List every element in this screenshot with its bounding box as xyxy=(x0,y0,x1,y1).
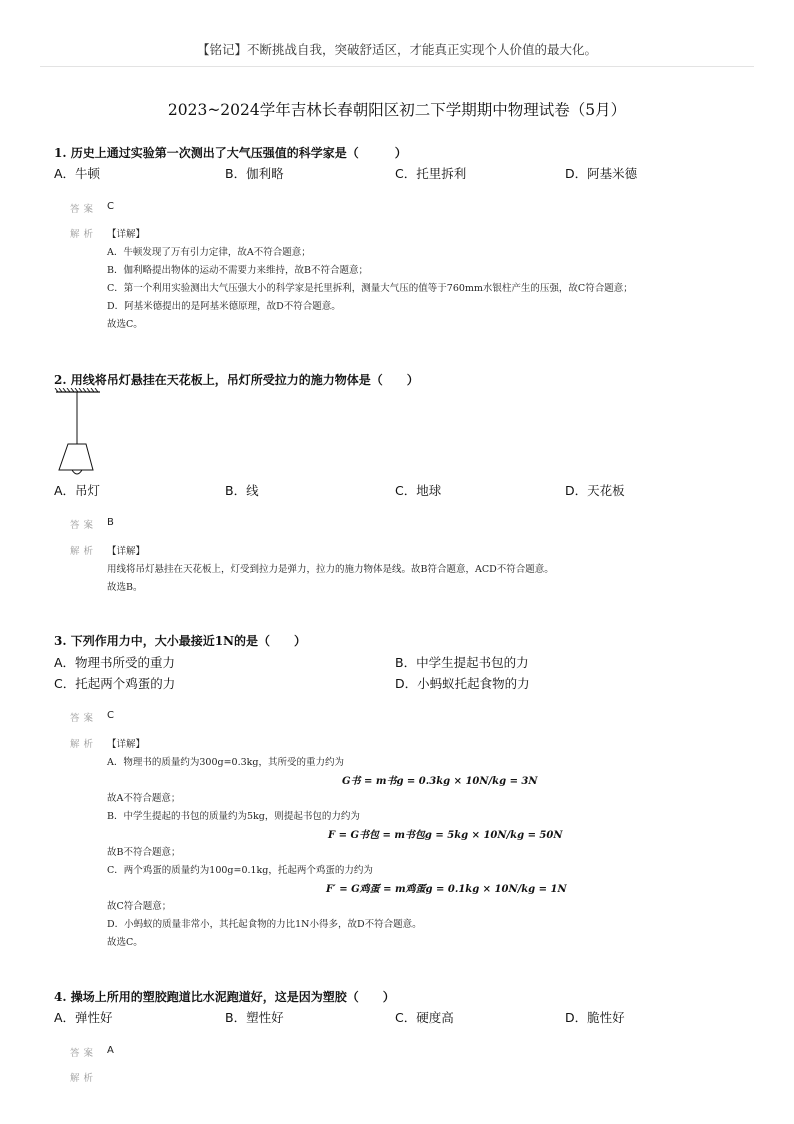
question-2-explanation-line: 用线将吊灯悬挂在天花板上，灯受到拉力是弹力，拉力的施力物体是线。故B符合题意，ACD不符合题意。 xyxy=(107,564,554,575)
question-3-option-a: A．物理书所受的重力 xyxy=(54,655,176,670)
question-3-option-b: B．中学生提起书包的力 xyxy=(395,655,529,670)
question-3-option-d: D．小蚂蚁托起食物的力 xyxy=(395,676,530,691)
question-2-option-c: C．地球 xyxy=(395,483,442,498)
question-1-explanation-line: 【详解】 xyxy=(107,229,146,240)
question-3-explanation-line: 故选C。 xyxy=(107,937,143,948)
question-1-answer: C xyxy=(107,201,114,212)
question-2-explanation-line: 故选B。 xyxy=(107,582,143,593)
question-1-option-a: A．牛顿 xyxy=(54,166,101,181)
question-3-explanation-line: 【详解】 xyxy=(107,739,146,750)
question-3-stem: 3. 下列作用力中，大小最接近1N的是（ ） xyxy=(54,634,307,648)
question-2-option-d: D．天花板 xyxy=(565,483,625,498)
question-3-explanation-line: 故B不符合题意； xyxy=(107,847,181,858)
document-title: 2023~2024学年吉林长春朝阳区初二下学期期中物理试卷（5月） xyxy=(167,101,627,119)
question-4-option-a: A．弹性好 xyxy=(54,1010,113,1025)
question-1-option-d: D．阿基米德 xyxy=(565,166,638,181)
question-3-explanation-line: 故C符合题意； xyxy=(107,901,172,912)
question-1-explanation-line: B．伽利略提出物体的运动不需要力来维持，故B不符合题意； xyxy=(107,265,368,276)
question-1-explanation-line: D．阿基米德提出的是阿基米德原理，故D不符合题意。 xyxy=(107,301,341,312)
question-2-option-b: B．线 xyxy=(225,483,259,498)
question-3-equation-gravity: G书 = m书g = 0.3kg × 10N/kg = 3N xyxy=(342,776,538,787)
question-1-answer-label: 答案 xyxy=(70,204,98,215)
question-3-option-c: C．托起两个鸡蛋的力 xyxy=(54,676,176,691)
question-4-stem: 4. 操场上所用的塑胶跑道比水泥跑道好，这是因为塑胶（ ） xyxy=(54,990,395,1004)
question-3-equation-schoolbag: F = G书包 = m书包g = 5kg × 10N/kg = 50N xyxy=(328,830,563,841)
question-3-equation-eggs: F′ = G鸡蛋 = m鸡蛋g = 0.1kg × 10N/kg = 1N xyxy=(326,884,567,895)
question-4-option-c: C．硬度高 xyxy=(395,1010,454,1025)
question-2-option-a: A．吊灯 xyxy=(54,483,101,498)
question-2-stem: 2. 用线将吊灯悬挂在天花板上，吊灯所受拉力的施力物体是（ ） xyxy=(54,373,419,387)
question-3-answer-label: 答案 xyxy=(70,713,98,724)
question-3-answer: C xyxy=(107,710,114,721)
question-4-answer: A xyxy=(107,1045,114,1056)
question-3-explanation-line: C．两个鸡蛋的质量约为100g=0.1kg，托起两个鸡蛋的力约为 xyxy=(107,865,373,876)
header-divider xyxy=(40,66,754,67)
hanging-lamp-figure xyxy=(54,388,102,480)
question-2-answer-label: 答案 xyxy=(70,520,98,531)
header-motto: 【铭记】不断挑战自我，突破舒适区，才能真正实现个人价值的最大化。 xyxy=(196,42,597,57)
question-3-explanation-line: A．物理书的质量约为300g=0.3kg，其所受的重力约为 xyxy=(107,757,344,768)
question-1-analysis-label: 解析 xyxy=(70,229,98,240)
question-4-analysis-label: 解析 xyxy=(70,1073,98,1084)
question-1-explanation-line: C．第一个利用实验测出大气压强大小的科学家是托里拆利，测量大气压的值等于760mm水银柱产生的压强，故C符合题意； xyxy=(107,283,633,294)
question-3-explanation-line: D．小蚂蚁的质量非常小，其托起食物的力比1N小得多，故D不符合题意。 xyxy=(107,919,422,930)
question-3-explanation-line: B．中学生提起的书包的质量约为5kg，则提起书包的力约为 xyxy=(107,811,360,822)
question-4-option-b: B．塑性好 xyxy=(225,1010,284,1025)
question-1-explanation-line: A．牛顿发现了万有引力定律，故A不符合题意； xyxy=(107,247,311,258)
question-2-answer: B xyxy=(107,517,114,528)
question-1-stem: 1. 历史上通过实验第一次测出了大气压强值的科学家是（ ） xyxy=(54,146,407,160)
question-2-explanation-line: 【详解】 xyxy=(107,546,146,557)
question-3-explanation-line: 故A不符合题意； xyxy=(107,793,181,804)
question-2-analysis-label: 解析 xyxy=(70,546,98,557)
question-3-analysis-label: 解析 xyxy=(70,739,98,750)
question-1-option-b: B．伽利略 xyxy=(225,166,284,181)
question-1-option-c: C．托里拆利 xyxy=(395,166,467,181)
question-4-answer-label: 答案 xyxy=(70,1048,98,1059)
question-4-option-d: D．脆性好 xyxy=(565,1010,625,1025)
question-1-explanation-line: 故选C。 xyxy=(107,319,143,330)
